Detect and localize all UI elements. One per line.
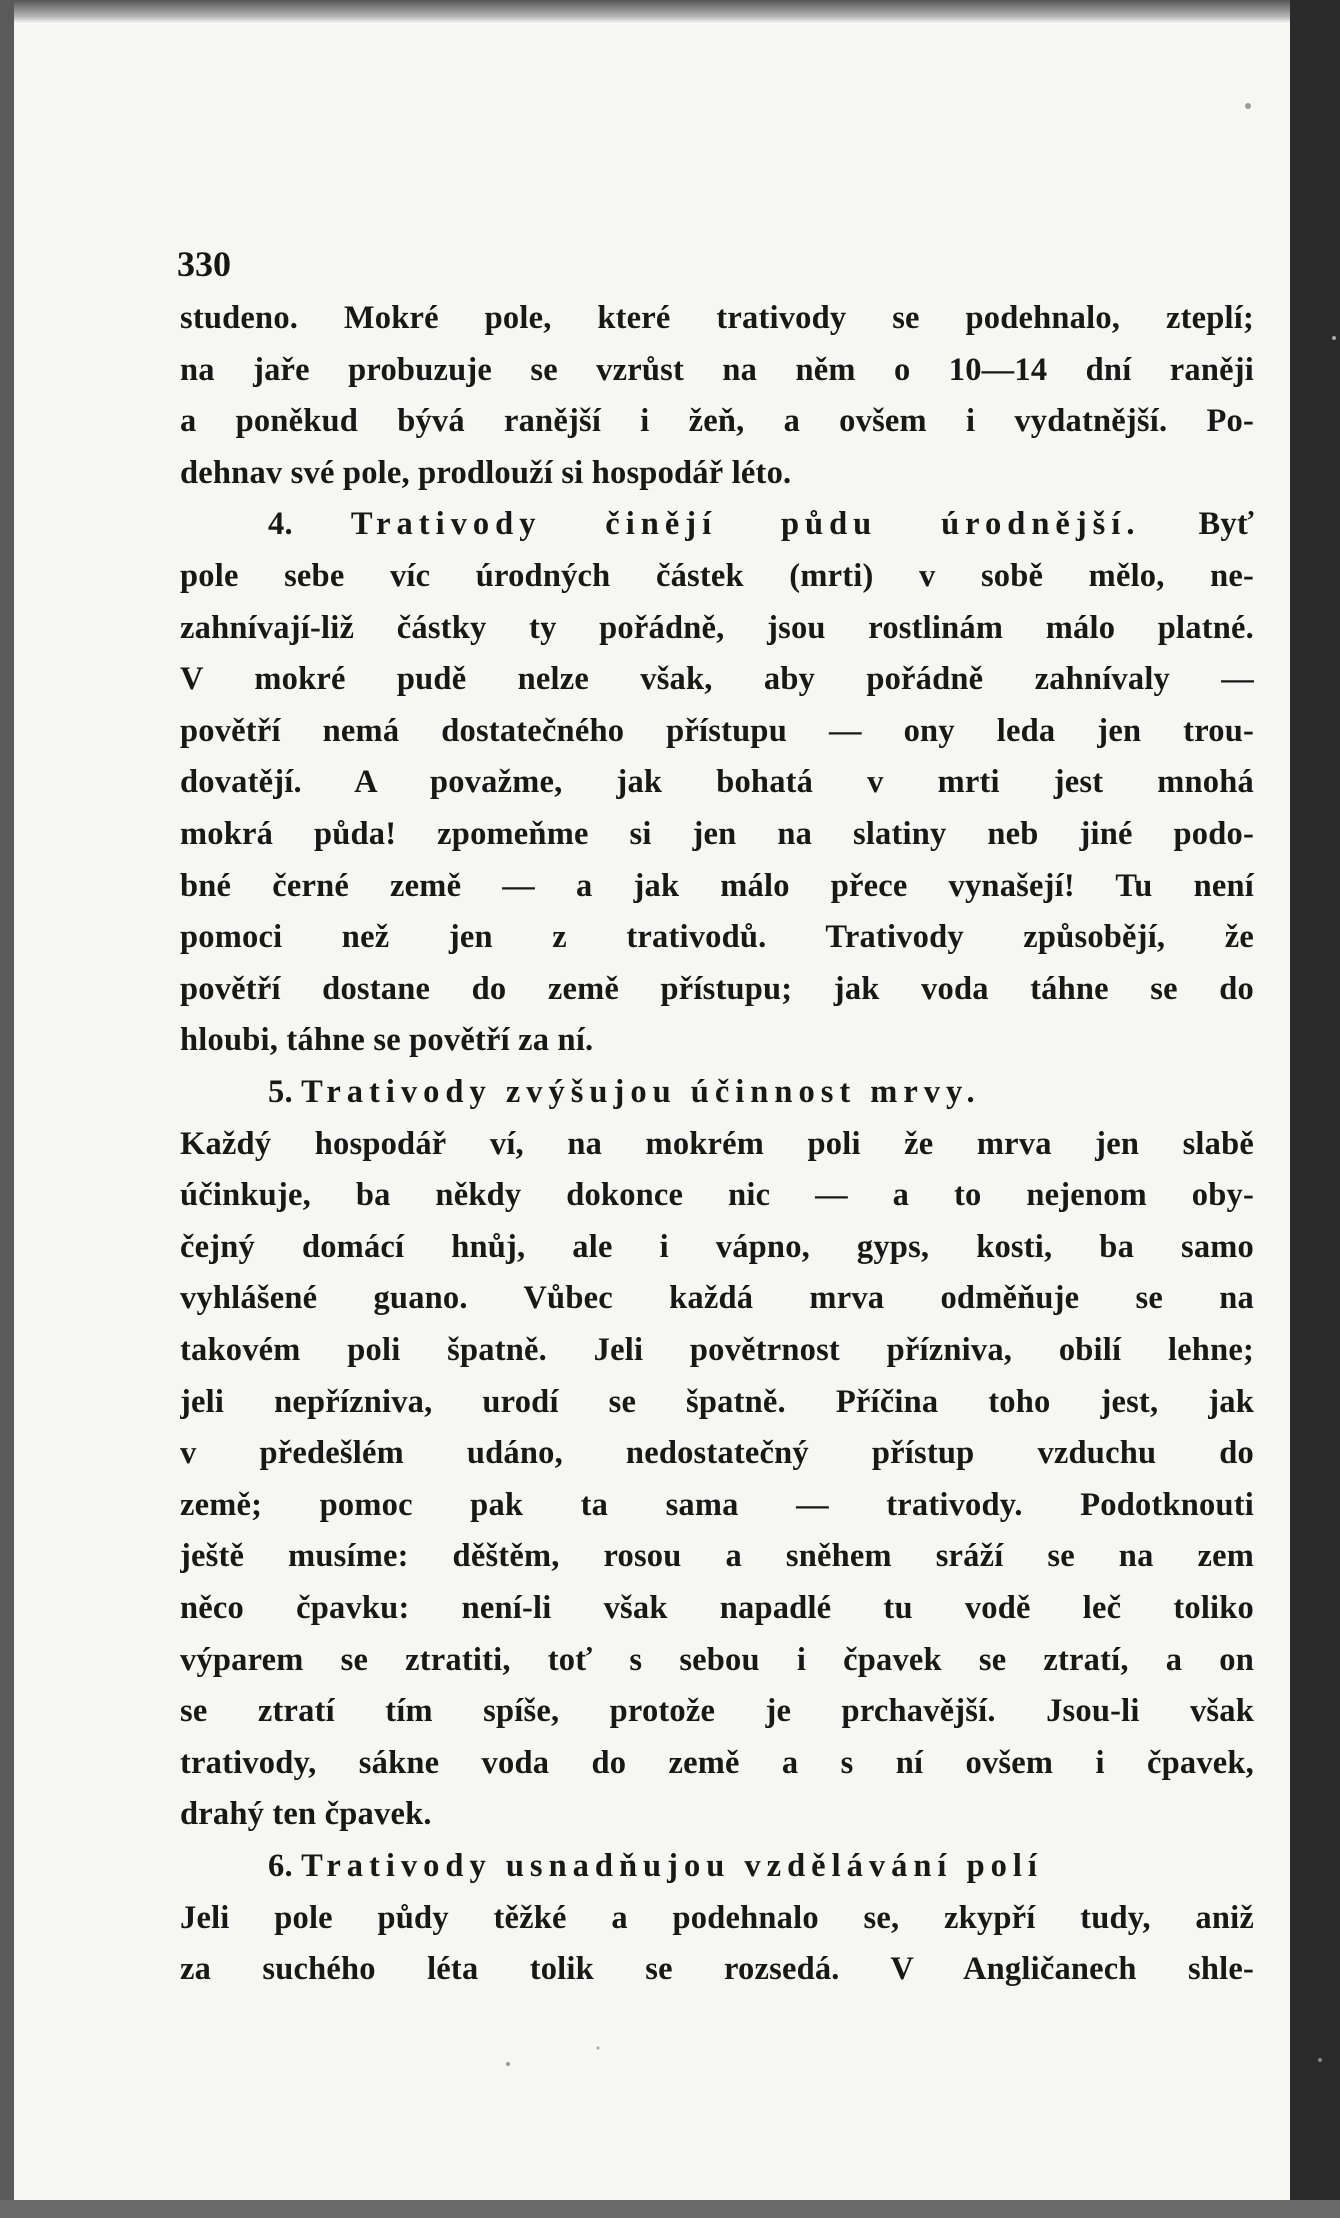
page-number: 330 (177, 244, 231, 284)
text-line: V mokré pudě nelze však, aby pořádně zahnívaly — (180, 661, 1254, 698)
text-line: trativody, sákne voda do země a s ní ovšem i čpavek, (180, 1744, 1254, 1781)
text-line: ještě musíme: děštěm, rosou a sněhem sráží se na zem (180, 1538, 1254, 1575)
section-number: 6. (268, 1848, 302, 1884)
text-line: Jeli pole půdy těžké a podehnalo se, zkypří tudy, aniž (180, 1899, 1254, 1936)
text-line: vyhlášené guano. Vůbec každá mrva odměňuje se na (180, 1280, 1254, 1317)
speck (1332, 336, 1336, 340)
text-line: a poněkud bývá ranější i žeň, a ovšem i vydatnější. Po- (180, 403, 1254, 440)
text-line: v předešlém udáno, nedostatečný přístup vzduchu do (180, 1435, 1254, 1472)
text-line: země; pomoc pak ta sama — trativody. Podotknouti (180, 1486, 1254, 1523)
text-line: výparem se ztratiti, toť s sebou i čpavek se ztratí, a on (180, 1641, 1254, 1678)
section-number: 4. (268, 506, 351, 543)
text-line: pole sebe víc úrodných částek (mrti) v sobě mělo, ne- (180, 558, 1254, 594)
text-line: jeli nepřízniva, urodí se špatně. Příčina toho jest, jak (180, 1383, 1254, 1420)
speck (506, 2062, 510, 2066)
text-line: studeno. Mokré pole, které trativody se podehnalo, zteplí; (180, 300, 1254, 336)
text-line: čejný domácí hnůj, ale i vápno, gyps, kosti, ba samo (180, 1228, 1254, 1265)
speck (597, 2047, 600, 2050)
text-line: povětří nemá dostatečného přístupu — ony leda jen trou- (180, 712, 1254, 749)
text-line: se ztratí tím spíše, protože je prchavější. Jsou-li však (180, 1693, 1254, 1730)
text-line: účinkuje, ba někdy dokonce nic — a to nejenom oby- (180, 1177, 1254, 1214)
text-line: takovém poli špatně. Jeli povětrnost přízniva, obilí lehne; (180, 1332, 1254, 1368)
text-line: něco čpavku: není-li však napadlé tu vodě leč toliko (180, 1590, 1254, 1626)
text-line: Každý hospodář ví, na mokrém poli že mrva jen slabě (180, 1125, 1254, 1162)
section-title: Trativody usnadňujou vzdělávání polí (301, 1848, 1043, 1884)
text-line: na jaře probuzuje se vzrůst na něm o 10—14 dní raněji (180, 351, 1254, 388)
text-line: pomoci než jen z trativodů. Trativody způsobějí, že (180, 919, 1254, 956)
text-line: zahnívají-liž částky ty pořádně, jsou rostlinám málo platné. (180, 609, 1254, 646)
text-line: povětří dostane do země přístupu; jak voda táhne se do (180, 970, 1254, 1007)
text-line: mokrá půda! zpomeňme si jen na slatiny neb jiné podo- (180, 816, 1254, 852)
speck (1318, 2058, 1322, 2062)
text-line: hloubi, táhne se povětří za ní. (180, 1022, 594, 1059)
line-continuation: Byť (1140, 506, 1254, 543)
section-title: Trativody zvýšujou účinnost mrvy. (301, 1074, 981, 1110)
section-number: 5. (268, 1074, 302, 1110)
text-line: bné černé země — a jak málo přece vynašejí! Tu není (180, 867, 1254, 904)
text-line: dehnav své pole, prodlouží si hospodář léto. (180, 454, 792, 491)
text-line: drahý ten čpavek. (180, 1796, 432, 1833)
text-line: dovatějí. A považme, jak bohatá v mrti jest mnohá (180, 764, 1254, 801)
section-title: Trativody činějí půdu úrodnější. (350, 506, 1141, 543)
text-line: za suchého léta tolik se rozsedá. V Angličanech shle- (180, 1951, 1254, 1988)
speck (1245, 103, 1251, 109)
